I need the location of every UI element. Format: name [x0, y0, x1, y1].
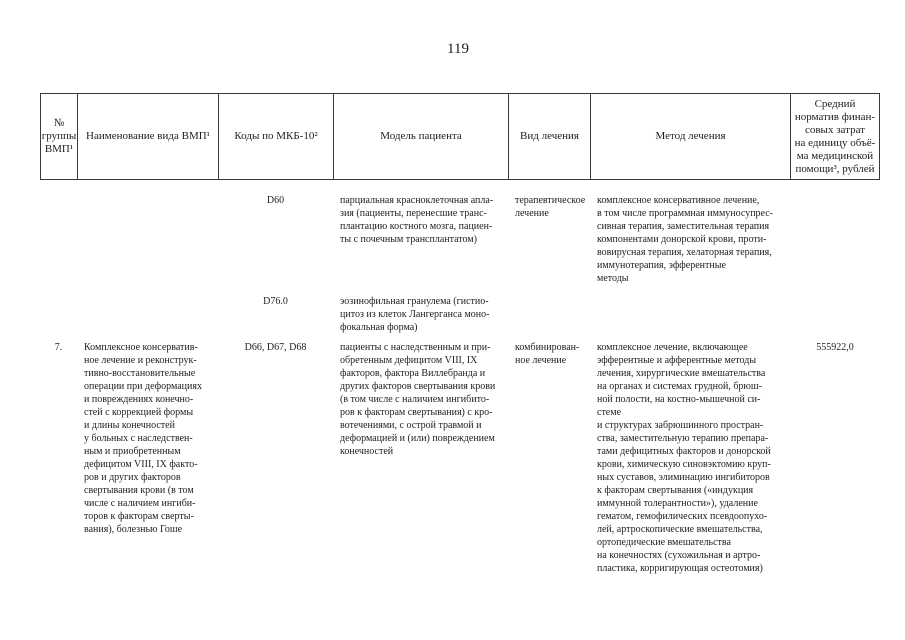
row-2-patient-model: эозинофильная гранулема (гистио- цитоз из клеток Лангерганса моно- фокальная форма): [340, 296, 490, 333]
row-3-treatment-type: комбинирован- ное лечение: [515, 342, 580, 366]
row-3-icd-codes: D66, D67, D68: [244, 342, 307, 353]
row-1-patient-model: парциальная красноклеточная апла- зия (пациенты, перенесшие транс- плантацию костного мозга, пациен- ты с почечным трансплантатом): [340, 195, 494, 245]
row-3-patient-model: пациенты с наследственным и при- обретенным дефицитом VIII, IX факторов, фактора Виллебранда и других факторов свертывания крови (в том числе с наличием ингибито- ров к факторам свертывания) с кро- вотечениями, с острой травмой и деформацией и (или) повреждением конечностей: [340, 342, 496, 457]
row-1-treatment-method: комплексное консервативное лечение, в том числе программная иммуносупрес- сивная терапия, заместительная терапия компонентами донорской крови, проти- вовирусная терапия, хелаторная терапия, иммунотерапия, эфферентные методы: [597, 195, 774, 284]
header-cost-norm: Средний норматив финан- совых затрат на единицу объё- ма медицинской помощи³, рублей: [790, 94, 879, 179]
header-treatment-method: Метод лечения: [590, 94, 790, 179]
row-3-group-number: 7.: [54, 342, 63, 353]
row-3-treatment-method: комплексное лечение, включающее эфферентные и афферентные методы лечения, хирургические вмешательства на органах и системах грудной, брюш- ной полости, на костно-мышечной си- стеме и структурах забрюшинного простран- ства, заместительную терапию препара- тами дефицитных факторов и донорской крови, химическую синовэктомию круп- ных суставов, элиминацию ингибиторов к факторам свертывания («индукция иммунной толерантности»), удаление гематом, гемофилических псевдоопухо- лей, артроскопические вмешательства, ортопедические вмешательства на конечностях (сухожильная и артро- пластика, корригирующая остеотомия): [597, 342, 771, 574]
row-1-treatment-type: терапевтическое лечение: [515, 195, 586, 219]
header-icd-codes: Коды по МКБ-10²: [218, 94, 333, 179]
header-vmp-name: Наименование вида ВМП¹: [77, 94, 218, 179]
page-number: 119: [447, 41, 469, 57]
header-treatment-type: Вид лечения: [508, 94, 590, 179]
row-3-cost-norm: 555922,0: [816, 342, 854, 353]
header-patient-model: Модель пациента: [333, 94, 508, 179]
row-2-icd-codes: D76.0: [263, 296, 288, 307]
row-1-icd-codes: D60: [266, 195, 285, 206]
header-group-number: № группы ВМП¹: [41, 117, 77, 155]
row-3-vmp-name: Комплексное консерватив- ное лечение и реконструк- тивно-восстановительные операции при деформациях и повреждениях конечно- стей с коррекцией формы и длины конечностей у больных с наследствен- ным и приобретенным дефицитом VIII, IX факто- ров и других факторов свертывания крови (в том числе с наличием ингиби- торов к факторам сверты- вания), болезнью Гоше: [84, 342, 202, 535]
table-header: [40, 93, 880, 180]
